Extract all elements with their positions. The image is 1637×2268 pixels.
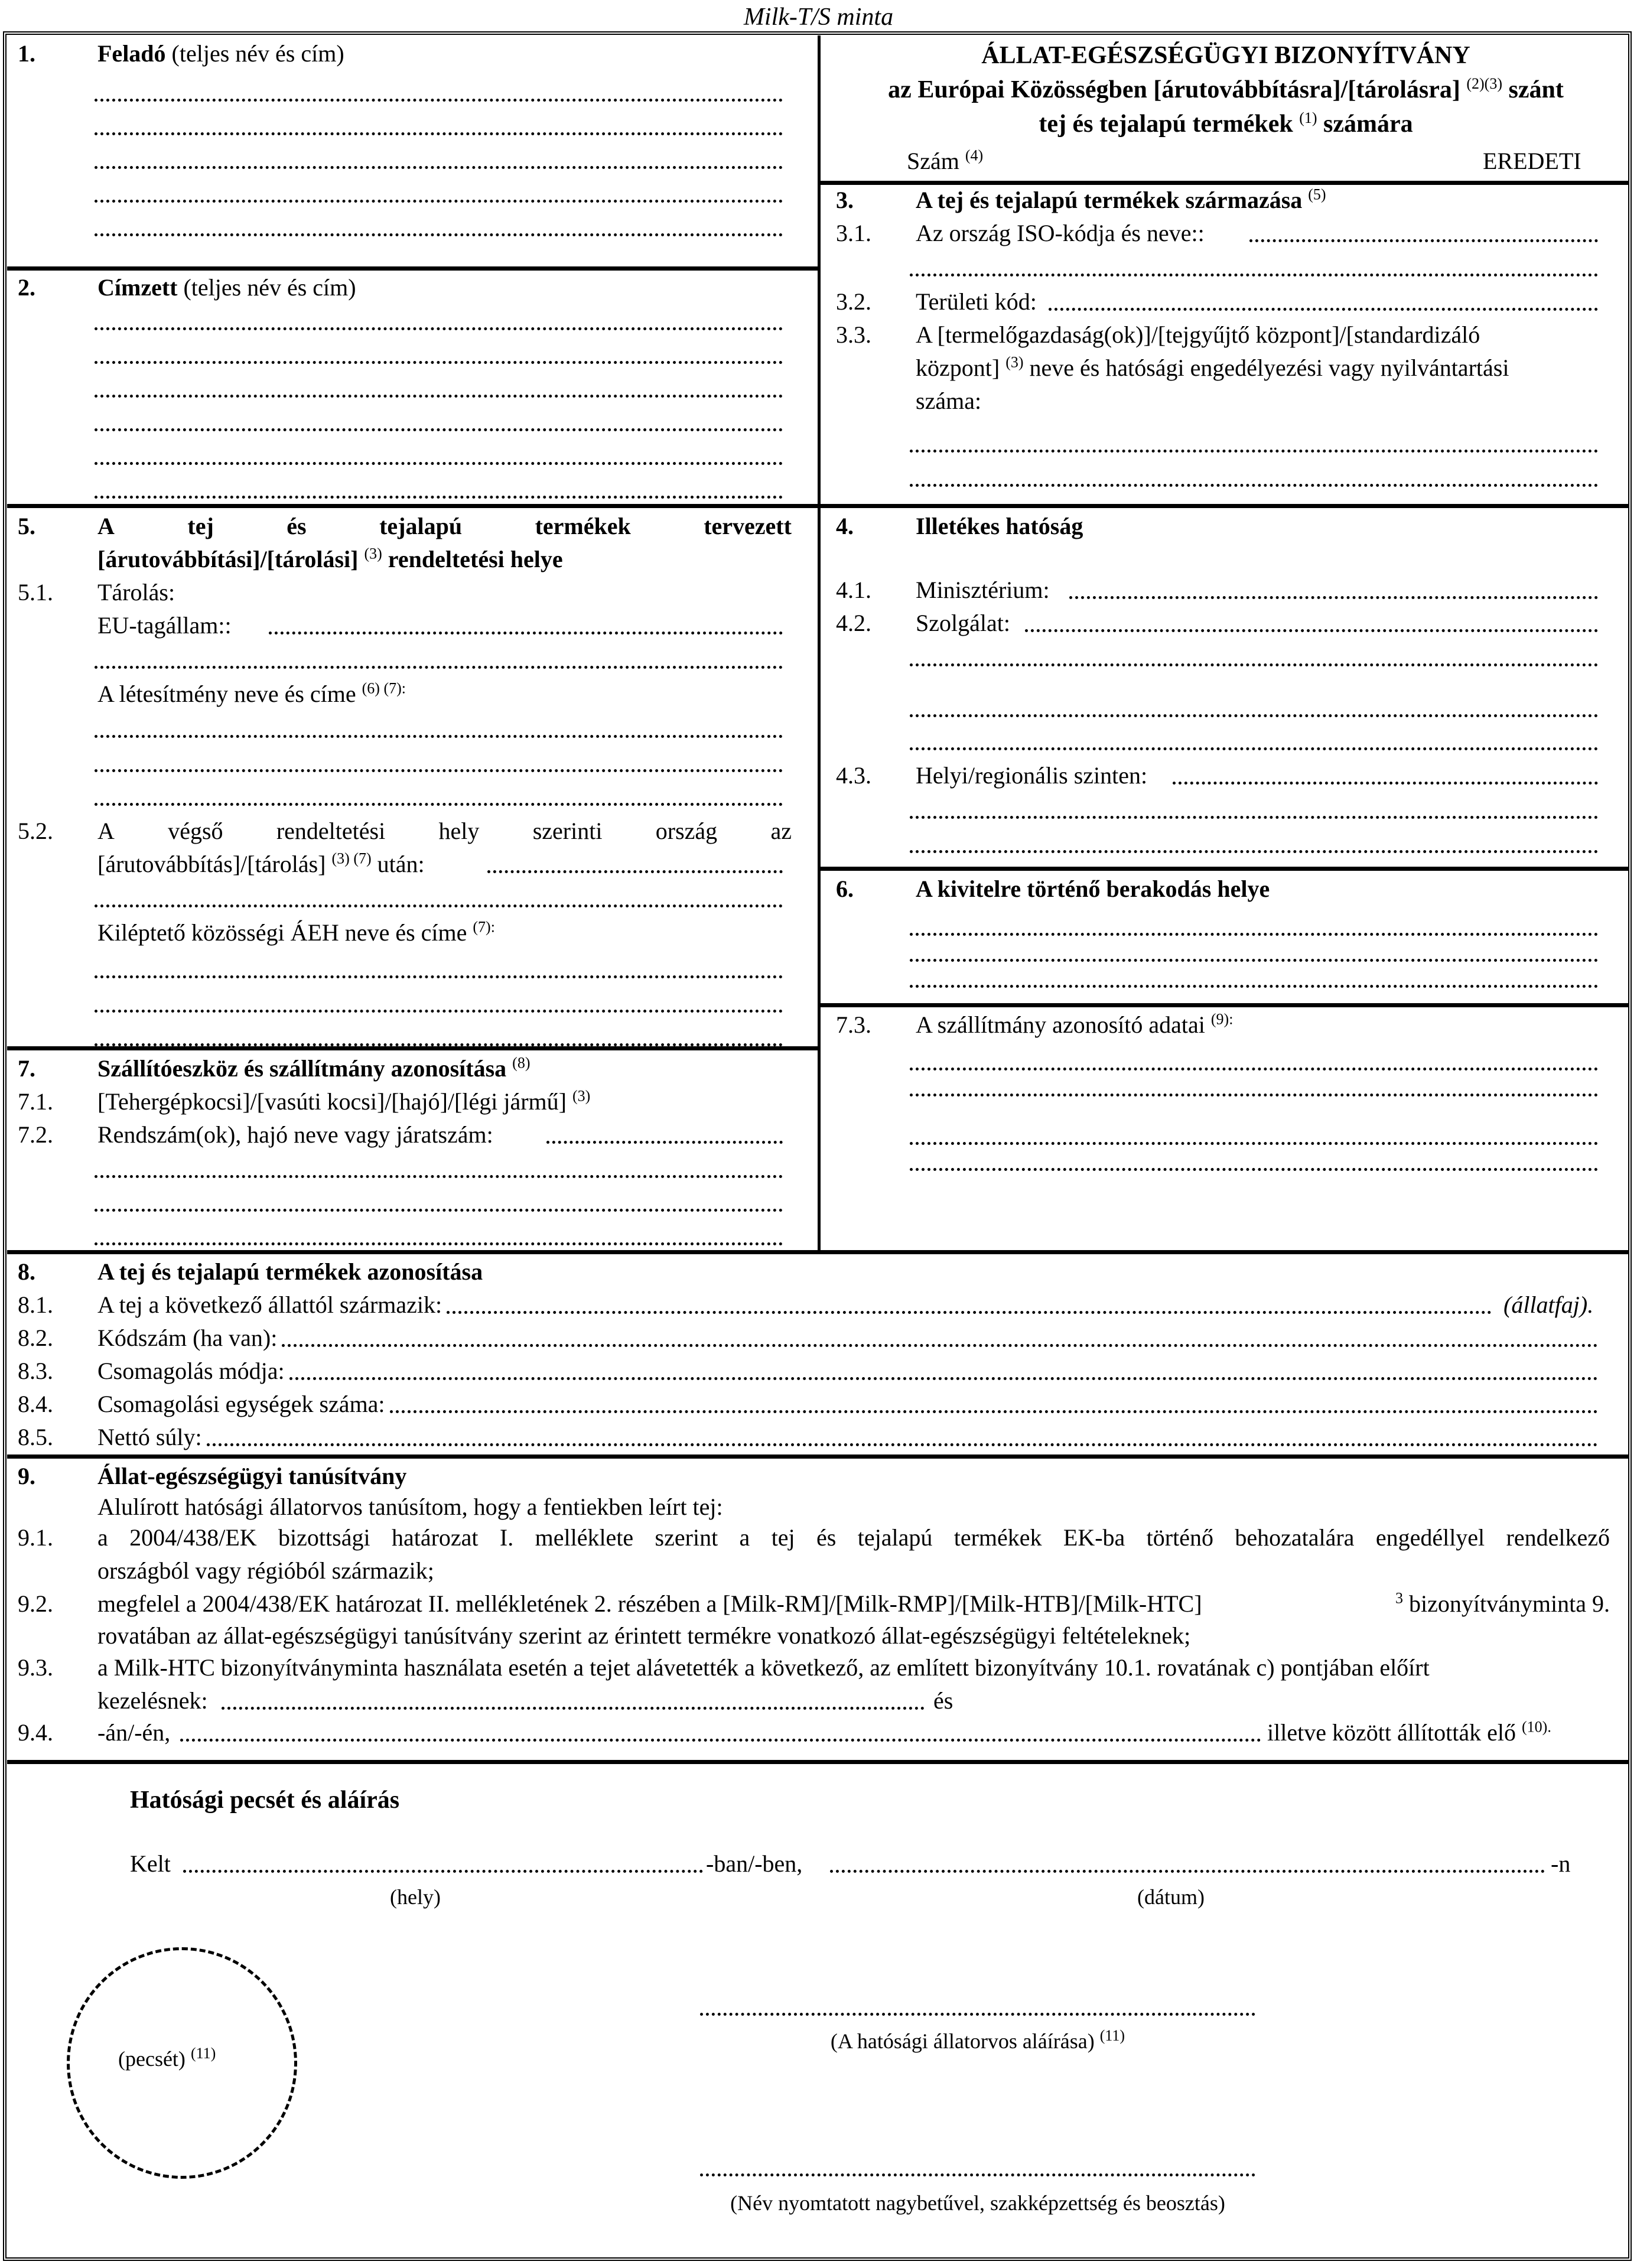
item-label: központ] xyxy=(916,354,1000,381)
place-caption: (hely) xyxy=(390,1885,441,1909)
certificate-subtitle-1 xyxy=(821,73,1631,107)
section-title: A tej és tejalapú termékek származása xyxy=(916,187,1303,213)
word: és xyxy=(287,513,307,539)
item-label: A létesítmény neve és címe xyxy=(97,681,356,707)
production-date-field[interactable] xyxy=(180,1716,1261,1750)
member-state-field[interactable] xyxy=(269,609,783,643)
footnote-ref: (3) (7) xyxy=(331,850,372,867)
item-9-2-line-2: rovatában az állat-egészségügyi tanúsítvány szerint az érintett termékre vonatkozó állat-egészségügyi feltételeknek; xyxy=(97,1622,1191,1649)
country-iso-field[interactable] xyxy=(1249,216,1598,250)
item-label: [árutovábbítás]/[tárolás] xyxy=(97,851,326,877)
certificate-subtitle-2 xyxy=(821,107,1631,141)
consignor-field-2[interactable] xyxy=(95,109,783,144)
section-number: 8. xyxy=(18,1258,35,1285)
item-label: Csomagolás módja: xyxy=(97,1358,285,1384)
section-number: 4. xyxy=(836,513,854,539)
item-number: 9.4. xyxy=(18,1719,53,1746)
service-field-3[interactable] xyxy=(910,691,1598,725)
registration-field[interactable] xyxy=(546,1118,783,1152)
footnote-ref: 3 xyxy=(1395,1589,1404,1607)
consignee-field-4[interactable] xyxy=(95,405,783,440)
stamp-text: (pecsét) xyxy=(118,2047,185,2071)
service-field-4[interactable] xyxy=(910,724,1598,759)
divider-s4-s6 xyxy=(819,867,1629,871)
item-text: a Milk-HTC bizonyítványminta használata esetén a tejet alávetették a következő, az említett bizonyítvány 10.1. rovatának c) pontjában előírt xyxy=(97,1654,1430,1681)
item-label: Tárolás: xyxy=(97,579,175,606)
establishment-field-3[interactable] xyxy=(95,780,783,814)
item-number: 5.1. xyxy=(18,579,53,606)
item-label: Az ország ISO-kódja és neve:: xyxy=(916,220,1205,246)
identification-field-2[interactable] xyxy=(282,1321,1598,1355)
item-label: A tej a következő állattól származik: xyxy=(97,1291,442,1318)
date-caption: (dátum) xyxy=(1137,1885,1205,1909)
section-note: (teljes név és cím) xyxy=(183,274,356,301)
consignor-field-1[interactable] xyxy=(95,76,783,110)
local-level-field-3[interactable] xyxy=(910,827,1598,861)
item-number: 9.1. xyxy=(18,1524,53,1551)
ministry-field[interactable] xyxy=(1069,573,1598,607)
item-5-2-line-2 xyxy=(97,847,425,881)
item-text: bizonyítványminta 9. xyxy=(1409,1590,1610,1617)
printed-name-caption: (Név nyomtatott nagybetűvel, szakképzettség és beosztás) xyxy=(730,2191,1225,2215)
consignee-field-2[interactable] xyxy=(95,338,783,372)
subtitle-text: számára xyxy=(1323,110,1413,138)
certificate-title: ÁLLAT-EGÉSZSÉGÜGYI BIZONYÍTVÁNY xyxy=(981,42,1470,69)
footnote-ref: (1) xyxy=(1299,109,1317,126)
local-level-field[interactable] xyxy=(1173,759,1598,793)
footnote-ref: (3) xyxy=(1005,353,1024,371)
consignee-field-6[interactable] xyxy=(95,473,783,507)
member-state-label: EU-tagállam:: xyxy=(97,612,232,639)
word: tervezett xyxy=(704,513,792,539)
service-field-2[interactable] xyxy=(910,640,1598,675)
identification-field-4[interactable] xyxy=(390,1387,1598,1421)
region-code-field[interactable] xyxy=(1049,285,1598,319)
section-title: A tej és tejalapú termékek azonosítása xyxy=(97,1258,483,1285)
number-label: Szám xyxy=(907,148,959,174)
section-title: rendeltetési helye xyxy=(388,546,563,572)
footnote-ref: (2)(3) xyxy=(1466,75,1502,92)
subtitle-text: szánt xyxy=(1508,76,1564,103)
printed-name-field[interactable] xyxy=(700,2150,1255,2185)
section-title: Szállítóeszköz és szállítmány azonosítása xyxy=(97,1055,507,1082)
consignor-field-4[interactable] xyxy=(95,177,783,211)
item-number: 7.1. xyxy=(18,1088,53,1115)
item-number: 9.3. xyxy=(18,1654,53,1681)
item-3-3-line-2 xyxy=(916,351,1509,385)
exit-bip-field-1[interactable] xyxy=(95,952,783,987)
section-number: 2. xyxy=(18,274,35,301)
consignment-id-field-2[interactable] xyxy=(910,1070,1598,1105)
word: végső xyxy=(168,818,223,844)
item-3-3-line-3: száma: xyxy=(916,388,982,414)
item-number: 4.1. xyxy=(836,577,871,603)
item-number: 7.2. xyxy=(18,1121,53,1148)
certificate-header xyxy=(821,38,1631,141)
consignee-field-1[interactable] xyxy=(95,304,783,339)
final-destination-field-2[interactable] xyxy=(95,881,783,916)
final-destination-field[interactable] xyxy=(487,847,783,881)
item-number: 9.2. xyxy=(18,1590,53,1617)
item-number: 4.2. xyxy=(836,610,871,636)
item-number: 8.3. xyxy=(18,1358,53,1384)
item-9-1-line-2: országból vagy régióból származik; xyxy=(97,1557,434,1584)
item-number: 8.4. xyxy=(18,1391,53,1417)
item-label: Nettó súly: xyxy=(97,1424,202,1450)
divider-s1-s2 xyxy=(7,266,819,271)
item-number: 7.3. xyxy=(836,1011,871,1038)
item-number: 5.2. xyxy=(18,818,53,844)
consignment-id-field-4[interactable] xyxy=(910,1145,1598,1179)
item-label: A szállítmány azonosító adatai xyxy=(916,1011,1205,1038)
consignee-field-3[interactable] xyxy=(95,372,783,406)
registration-field-2[interactable] xyxy=(95,1152,783,1186)
subtitle-text: az Európai Közösségben [árutovábbításra]/[tárolásra] xyxy=(888,76,1460,103)
ban-ben-suffix: -ban/-ben, xyxy=(706,1850,803,1877)
certificate-number-label xyxy=(907,144,983,178)
section-number: 7. xyxy=(18,1055,35,1082)
signature-field[interactable] xyxy=(700,1990,1255,2024)
section-title: Állat-egészségügyi tanúsítvány xyxy=(97,1463,407,1489)
footnote-ref: (4) xyxy=(965,147,984,164)
identification-field-3[interactable] xyxy=(289,1354,1598,1388)
column-divider-top xyxy=(818,35,821,1251)
footnote-ref: (7): xyxy=(473,918,495,936)
item-label: Helyi/regionális szinten: xyxy=(916,762,1148,789)
divider-row-9 xyxy=(7,1454,1629,1459)
divider-s6-s73 xyxy=(819,1003,1629,1007)
exit-bip-field-3[interactable] xyxy=(95,1020,783,1055)
footnote-ref: (3) xyxy=(364,545,382,562)
local-level-field-2[interactable] xyxy=(910,793,1598,827)
exit-bip-field-2[interactable] xyxy=(95,987,783,1021)
n-suffix: -n xyxy=(1551,1850,1571,1877)
establishment-number-field-1[interactable] xyxy=(910,427,1598,461)
section-5-title-line-2 xyxy=(97,542,563,577)
item-number: 4.3. xyxy=(836,762,871,789)
item-number: 3.1. xyxy=(836,220,871,246)
form-code-caption: Milk-T/S minta xyxy=(743,4,894,31)
identification-field-5[interactable] xyxy=(207,1420,1598,1454)
item-label: A [termelőgazdaság(ok)]/[tejgyűjtő központ]/[standardizáló xyxy=(916,321,1480,348)
establishment-field-1[interactable] xyxy=(95,712,783,746)
footnote-ref: (8) xyxy=(512,1054,531,1072)
loading-place-field-3[interactable] xyxy=(910,962,1598,996)
establishment-label xyxy=(97,677,406,711)
item-text: -án/-én, xyxy=(97,1719,171,1746)
footnote-ref: (9): xyxy=(1210,1010,1234,1028)
item-label: Kiléptető közösségi ÁEH neve és címe xyxy=(97,919,467,946)
section-number: 6. xyxy=(836,876,854,902)
word: A xyxy=(97,818,115,844)
section-number: 1. xyxy=(18,40,35,67)
section-number: 5. xyxy=(18,513,35,539)
item-label: Kódszám (ha van): xyxy=(97,1325,278,1351)
registration-field-4[interactable] xyxy=(95,1219,783,1254)
item-number: 8.1. xyxy=(18,1291,53,1318)
subtitle-text: tej és tejalapú termékek xyxy=(1039,110,1293,138)
section-title: A kivitelre történő berakodás helye xyxy=(916,876,1270,902)
item-text: illetve között állították elő xyxy=(1267,1719,1516,1746)
service-field[interactable] xyxy=(1025,606,1598,640)
item-label: Csomagolási egységek száma: xyxy=(97,1391,385,1417)
place-field[interactable] xyxy=(183,1847,703,1881)
item-9-3-line-2: kezelésnek: xyxy=(97,1687,208,1714)
item-number: 3.3. xyxy=(836,321,871,348)
item-text xyxy=(97,1587,1610,1621)
date-field[interactable] xyxy=(830,1847,1545,1881)
footnote-ref: (5) xyxy=(1308,186,1326,203)
section-title: [árutovábbítási]/[tárolási] xyxy=(97,546,359,572)
item-label: [Tehergépkocsi]/[vasúti kocsi]/[hajó]/[légi jármű] xyxy=(97,1088,567,1115)
item-9-4-end xyxy=(1267,1716,1551,1750)
word: szerinti xyxy=(532,818,603,844)
word: tej xyxy=(187,513,214,539)
identification-field-1[interactable] xyxy=(447,1288,1492,1322)
item-label: neve és hatósági engedélyezési vagy nyilvántartási xyxy=(1029,354,1509,381)
caption-text: (A hatósági állatorvos aláírása) xyxy=(830,2029,1095,2053)
word: ország xyxy=(655,818,718,844)
item-label: Szolgálat: xyxy=(916,610,1010,636)
section-note: (teljes név és cím) xyxy=(171,40,344,67)
footnote-ref: (10). xyxy=(1522,1718,1551,1736)
footnote-ref: (11) xyxy=(1099,2027,1125,2044)
member-state-field-2[interactable] xyxy=(95,643,783,677)
item-text: megfelel a 2004/438/EK határozat II. mellékletének 2. részében a [Milk-RM]/[Milk-RMP]/[Milk-HTB]/[Milk-HTC] xyxy=(97,1590,1202,1617)
establishment-field-2[interactable] xyxy=(95,746,783,780)
item-number: 3.2. xyxy=(836,288,871,315)
item-label: Területi kód: xyxy=(916,288,1037,315)
stamp-label xyxy=(118,2042,216,2076)
establishment-number-field-2[interactable] xyxy=(910,461,1598,495)
section-number: 3. xyxy=(836,187,854,213)
word: tejalapú xyxy=(379,513,463,539)
item-number: 8.2. xyxy=(18,1325,53,1351)
footnote-ref: (3) xyxy=(572,1087,591,1105)
word: termékek xyxy=(535,513,631,539)
item-label xyxy=(97,814,792,848)
section-title: Feladó xyxy=(97,40,166,67)
issued-at-label: Kelt xyxy=(130,1850,171,1877)
footnote-ref: (6) (7): xyxy=(362,679,406,697)
country-iso-field-2[interactable] xyxy=(910,250,1598,285)
word: A xyxy=(97,513,115,539)
consignee-field-5[interactable] xyxy=(95,439,783,473)
item-number: 8.5. xyxy=(18,1424,53,1450)
treatment-field[interactable] xyxy=(222,1684,925,1718)
signature-caption xyxy=(700,2024,1255,2058)
section-title: Illetékes hatóság xyxy=(916,513,1083,539)
consignor-field-3[interactable] xyxy=(95,143,783,177)
original-label: EREDETI xyxy=(1483,148,1581,174)
section-title xyxy=(97,509,792,544)
section-number: 9. xyxy=(18,1463,35,1489)
exit-bip-label xyxy=(97,916,495,950)
word: hely xyxy=(438,818,480,844)
item-9-3-and: és xyxy=(933,1687,953,1714)
word: rendeltetési xyxy=(276,818,386,844)
word: az xyxy=(770,818,792,844)
species-suffix: (állatfaj). xyxy=(1503,1291,1594,1318)
section-title: Címzett xyxy=(97,274,178,301)
divider-signature xyxy=(7,1760,1629,1764)
attestation-intro: Alulírott hatósági állatorvos tanúsítom, hogy a fentiekben leírt tej: xyxy=(97,1493,723,1520)
item-label: után: xyxy=(377,851,425,877)
item-text: a 2004/438/EK bizottsági határozat I. melléklete szerint a tej és tejalapú termékek EK-ba történő behozatalára engedéllyel rendelkező xyxy=(97,1524,1610,1551)
registration-field-3[interactable] xyxy=(95,1186,783,1220)
consignor-field-5[interactable] xyxy=(95,210,783,245)
signature-block-title: Hatósági pecsét és aláírás xyxy=(130,1787,400,1814)
item-label: Rendszám(ok), hajó neve vagy járatszám: xyxy=(97,1121,493,1148)
footnote-ref: (11) xyxy=(190,2045,216,2062)
item-label: Minisztérium: xyxy=(916,577,1050,603)
